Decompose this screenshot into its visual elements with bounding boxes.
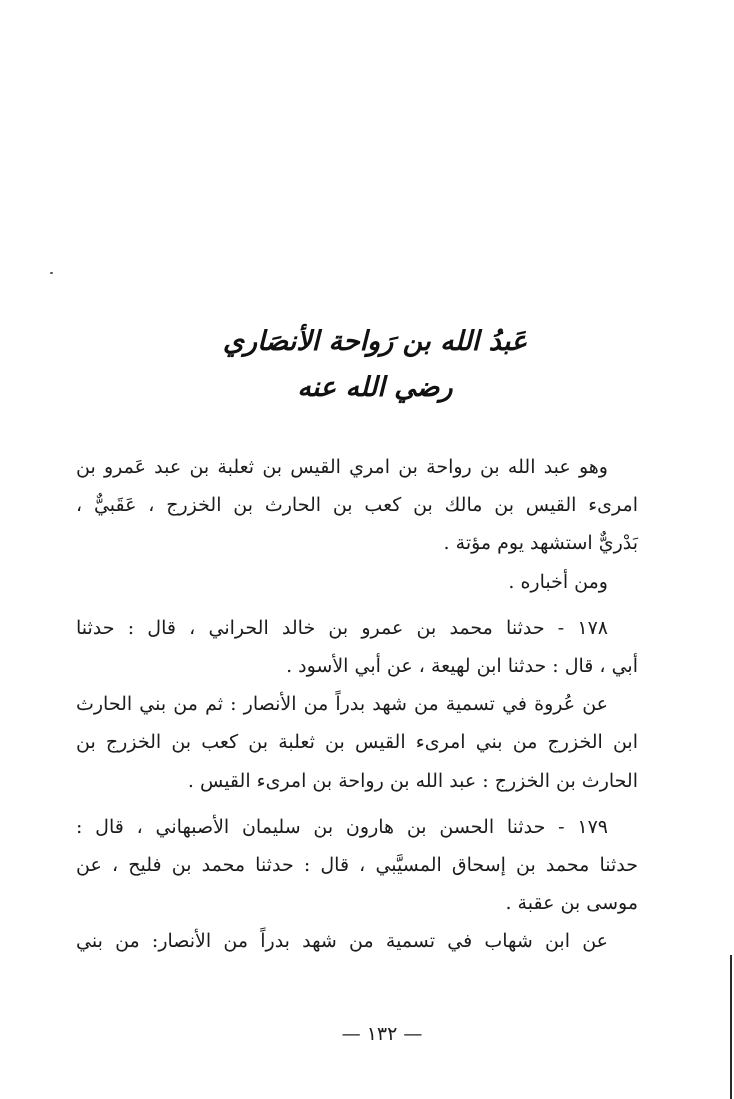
text-line: عن عُروة في تسمية من شهد بدراً من الأنصار : ثم من بني الحارث xyxy=(76,693,608,716)
text-line: الحارث بن الخزرج : عبد الله بن رواحة بن امرىء القيس . xyxy=(187,769,638,792)
paragraph-hadith-178 xyxy=(76,609,638,685)
text-line: ١٧٨ - حدثنا محمد بن عمرو بن خالد الحراني ، قال : حدثنا xyxy=(76,616,608,639)
text-line: أبي ، قال : حدثنا ابن لهيعة ، عن أبي الأسود . xyxy=(286,654,638,677)
text-line: حدثنا محمد بن إسحاق المسيَّبي ، قال : حدثنا محمد بن فليح ، عن xyxy=(76,853,638,876)
text-line: عن ابن شهاب في تسمية من شهد بدراً من الأنصار: من بني xyxy=(76,930,608,953)
text-line: موسى بن عقبة . xyxy=(505,892,638,915)
chapter-subtitle: رضي الله عنه xyxy=(297,372,453,403)
paragraph-ibn-shihab xyxy=(76,922,638,960)
paragraph-urwa xyxy=(76,685,638,800)
text-line: بَدْريٌّ استشهد يوم مؤتة . xyxy=(443,532,638,555)
paragraph-akhbar xyxy=(76,563,638,601)
text-line: امرىء القيس بن مالك بن كعب بن الحارث بن الخزرج ، عَقَبيٌّ ، xyxy=(76,494,638,517)
scan-edge-line xyxy=(730,955,732,1099)
text-line: ابن الخزرج من بني امرىء القيس بن ثعلبة بن كعب بن الخزرج بن xyxy=(76,731,638,754)
text-line: وهو عبد الله بن رواحة بن امري القيس بن ثعلبة بن عبد عَمرو بن xyxy=(76,456,608,478)
text-line: ومن أخباره . xyxy=(508,570,608,593)
scan-speck xyxy=(50,272,53,274)
chapter-title: عَبدُ الله بن رَواحة الأنصَاري xyxy=(222,326,528,357)
page-number: — ١٣٢ — xyxy=(341,1023,423,1045)
paragraph-intro xyxy=(76,448,638,563)
text-line: ١٧٩ - حدثنا الحسن بن هارون بن سليمان الأصبهاني ، قال : xyxy=(76,815,608,838)
paragraph-hadith-179 xyxy=(76,808,638,923)
body-text xyxy=(76,448,638,960)
